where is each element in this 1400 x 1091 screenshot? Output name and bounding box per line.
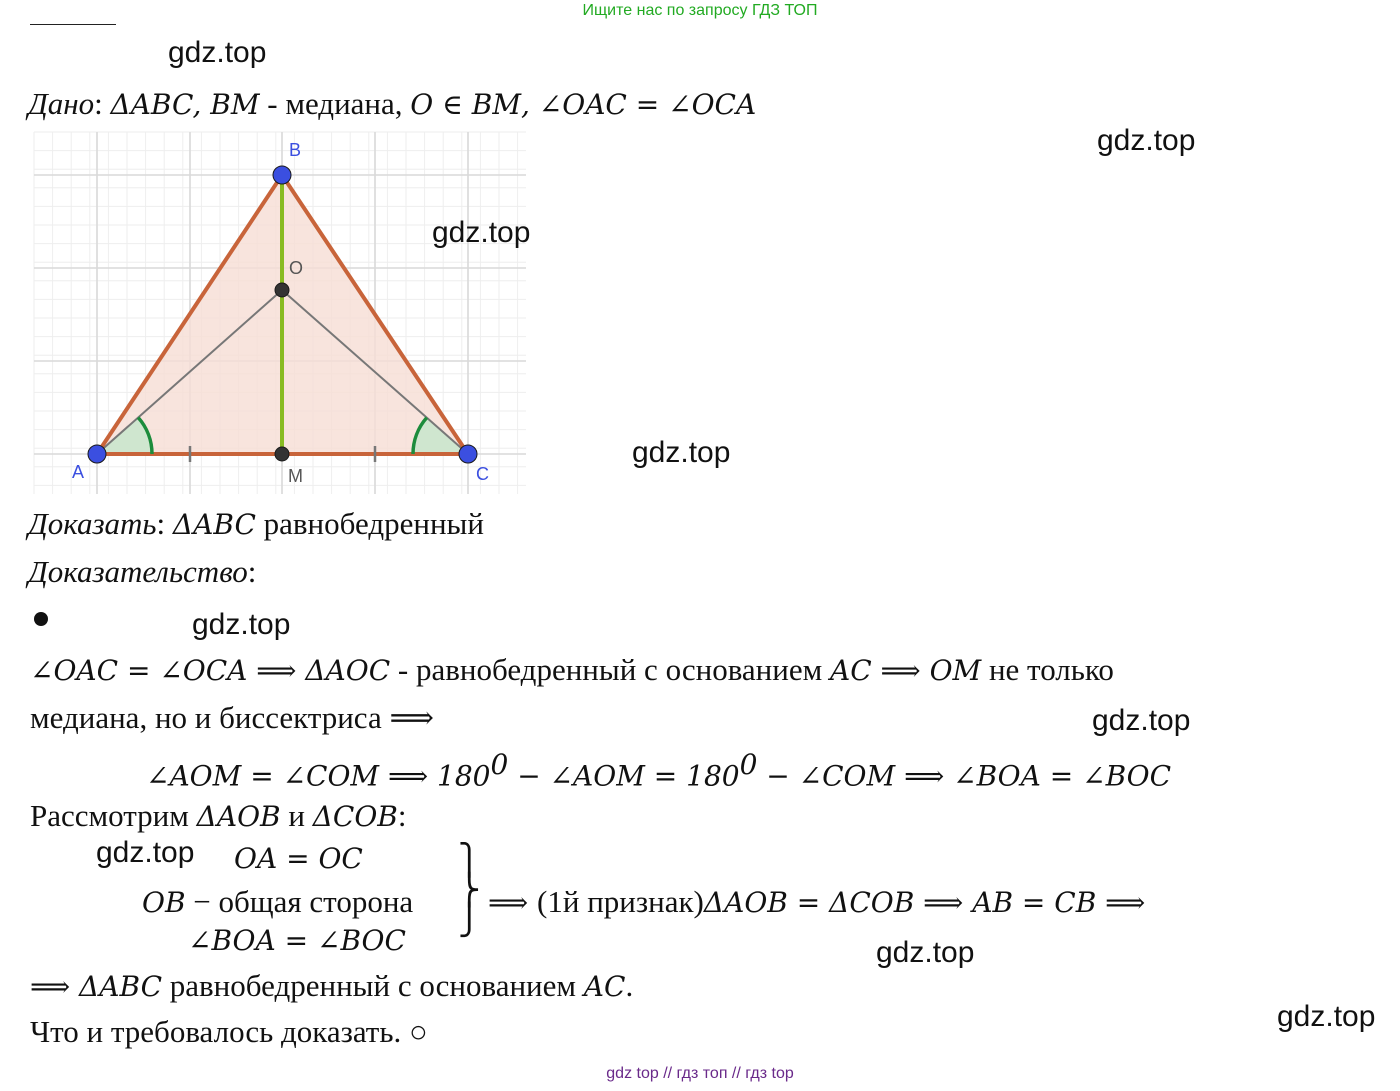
label-a: A (72, 462, 85, 482)
system-result-text: (1й признак) (537, 884, 704, 919)
watermark: gdz.top (1097, 124, 1196, 157)
watermark: gdz.top (432, 216, 531, 249)
label-b: B (289, 140, 302, 160)
given-colon: : (94, 86, 103, 121)
point-b (273, 166, 291, 184)
conclusion-line: Что и требовалось доказать. ○ (30, 1014, 428, 1049)
proof-math-3a: ∠AOM = ∠COM ⟹ 180 (146, 759, 491, 793)
proof-math-1: ∠OAC = ∠OCA ⟹ ΔAOC (30, 654, 391, 687)
proof-label: Доказательство (28, 554, 248, 589)
watermark: gdz.top (632, 436, 731, 469)
system-brace: ⎫ ⎬ ⎭ (458, 843, 481, 938)
prove-line (28, 506, 484, 542)
given-line (28, 86, 756, 122)
system-row-2 (142, 884, 413, 920)
point-a (88, 445, 106, 463)
label-c: C (476, 464, 489, 484)
top-rule (30, 24, 116, 25)
watermark: gdz.top (168, 36, 267, 69)
proof-line-5 (30, 968, 633, 1004)
system-result (488, 884, 1145, 920)
proof-line-4 (30, 798, 407, 834)
proof-colon: : (247, 554, 257, 589)
triangle-figure (30, 128, 530, 498)
prove-label: Доказать (28, 506, 157, 541)
proof-math-4: ΔAOB (196, 800, 281, 833)
point-c (459, 445, 477, 463)
given-text: - медиана, (259, 86, 411, 121)
system-result-arrow: ⟹ (488, 886, 538, 919)
system-row-3: ∠BOA = ∠BOC (188, 924, 406, 957)
point-m (275, 447, 289, 461)
proof-text-5: равнобедренный с основанием (162, 968, 584, 1003)
watermark: gdz.top (1277, 1000, 1376, 1033)
given-label: Дано (28, 86, 95, 121)
proof-end-5: . (625, 968, 634, 1003)
watermark: gdz.top (96, 836, 195, 869)
proof-math-3b: − ∠AOM = 180 (508, 759, 740, 793)
proof-text-1: - равнобедренный с основанием (390, 652, 830, 687)
watermark: gdz.top (1092, 704, 1191, 737)
label-o: O (289, 258, 304, 278)
footer-links[interactable]: gdz top // гдз топ // гдз top (606, 1065, 794, 1082)
point-o (275, 283, 289, 297)
prove-text: равнобедренный (255, 506, 484, 541)
proof-text-1b: не только (981, 652, 1114, 687)
proof-math-5b: AC (583, 970, 626, 1003)
prove-colon: : (156, 506, 166, 541)
proof-math-4b: ΔCOB (312, 800, 398, 833)
system-result-math: ΔAOB = ΔCOB ⟹ AB = CB ⟹ (703, 886, 1146, 919)
search-banner[interactable]: Ищите нас по запросу ГДЗ ТОП (582, 2, 818, 19)
given-math: ΔABC, BM (110, 88, 260, 121)
system-text-2: − общая сторона (185, 884, 414, 919)
degree-sup: 0 (490, 748, 509, 781)
system-row-1: OA = OC (234, 842, 363, 875)
label-m: M (288, 466, 303, 486)
degree-sup: 0 (739, 748, 758, 781)
proof-text-4: Рассмотрим (30, 798, 197, 833)
proof-colon-4: : (397, 798, 407, 833)
proof-line-1 (30, 652, 1114, 688)
proof-line-2: медиана, но и биссектриса ⟹ (30, 700, 434, 735)
watermark: gdz.top (876, 936, 975, 969)
bullet (34, 612, 48, 626)
watermark: gdz.top (192, 608, 291, 641)
system-math-2: OB (142, 886, 186, 919)
proof-math-3c: − ∠COM ⟹ ∠BOA = ∠BOC (757, 759, 1172, 793)
proof-math-5: ⟹ ΔABC (30, 970, 163, 1003)
prove-math: ΔABC (172, 508, 256, 541)
proof-math-1b: AC ⟹ OM (829, 654, 982, 687)
proof-heading (28, 554, 256, 590)
given-math-2: O ∈ BM, ∠OAC = ∠OCA (410, 88, 757, 121)
proof-text-4b: и (280, 798, 313, 833)
proof-line-3 (146, 748, 1171, 793)
